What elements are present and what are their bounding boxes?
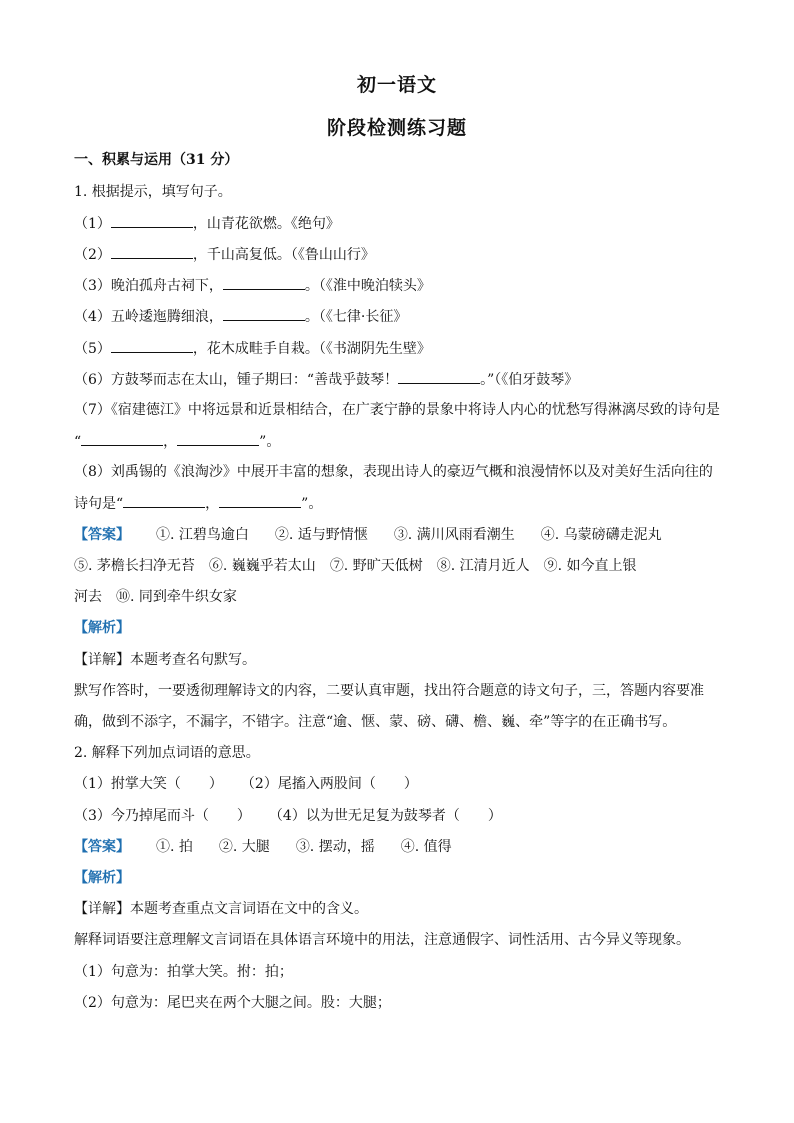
answer-item: ①. 江碧鸟逾白 bbox=[156, 527, 249, 543]
answer-item: ②. 大腿 bbox=[218, 839, 270, 855]
detail-tag: 【详解】 bbox=[74, 652, 130, 668]
q1-item-2 bbox=[74, 244, 734, 265]
close-quote: ”。 bbox=[301, 496, 323, 512]
answer-item: ⑤. 茅檐长扫净无苔 bbox=[74, 558, 195, 574]
answer-item: ②. 适与野情惬 bbox=[274, 527, 368, 543]
answer-blank[interactable] bbox=[223, 306, 305, 321]
q2-item-1: （1）拊掌大笑（ ） bbox=[74, 776, 223, 792]
item-text: 。”（《伯牙鼓琴》 bbox=[480, 372, 579, 388]
item-number: （5） bbox=[74, 341, 111, 357]
item-number: （1） bbox=[74, 216, 111, 232]
question-1-stem: 1. 根据提示，填写句子。 bbox=[74, 184, 232, 200]
answer-item: ⑨. 如今直上银 bbox=[543, 558, 637, 574]
detail-text: 本题考查名句默写。 bbox=[130, 652, 256, 668]
q2-row-2 bbox=[74, 806, 734, 826]
answer-tag: 【答案】 bbox=[74, 527, 130, 543]
answer-blank[interactable] bbox=[123, 493, 205, 508]
q2-item-2: （2）尾搐入两股间（ ） bbox=[240, 776, 418, 792]
section-heading: 一、积累与运用（31 分） bbox=[74, 152, 239, 168]
answer-tag: 【答案】 bbox=[74, 839, 130, 855]
close-quote: ”。 bbox=[259, 434, 281, 450]
answer-blank[interactable] bbox=[111, 213, 193, 228]
q1-item-5 bbox=[74, 338, 734, 359]
answer-item: ⑦. 野旷天低树 bbox=[329, 558, 423, 574]
q1-detail bbox=[74, 650, 734, 670]
detail-tag: 【详解】 bbox=[74, 901, 130, 917]
open-quote: “ bbox=[74, 434, 82, 450]
q1-item-1 bbox=[74, 213, 734, 234]
answer-item: ④. 值得 bbox=[400, 839, 452, 855]
page-subtitle: 阶段检测练习题 bbox=[326, 117, 467, 139]
answer-blank[interactable] bbox=[111, 338, 193, 353]
q2-explain-line1: 解释词语要注意理解文言词语在具体语言环境中的用法，注意通假字、词性活用、古今异义等现象。 bbox=[74, 932, 690, 948]
item-text: ，花木成畦手自栽。（《书湖阴先生壁》 bbox=[192, 341, 431, 357]
answer-blank[interactable] bbox=[177, 431, 259, 446]
q1-item-8-line1: （8）刘禹锡的《浪淘沙》中展开丰富的想象，表现出诗人的豪迈气概和浪漫情怀以及对美好生活向往的 bbox=[74, 464, 713, 480]
question-2-stem: 2. 解释下列加点词语的意思。 bbox=[74, 745, 260, 761]
q1-explain-line2: 确，做到不添字，不漏字，不错字。注意“逾、惬、蒙、磅、礴、檐、巍、牵”等字的在正确书写。 bbox=[74, 714, 677, 730]
q2-analysis-tag: 【解析】 bbox=[74, 870, 130, 886]
q2-item-4: （4）以为世无足复为鼓琴者（ ） bbox=[268, 808, 502, 824]
answer-item: ⑧. 江清月近人 bbox=[436, 558, 530, 574]
answer-item: ①. 拍 bbox=[156, 839, 193, 855]
q1-item-4 bbox=[74, 306, 734, 327]
answer-item: 河去 bbox=[74, 589, 102, 605]
item-text-before: 诗句是“ bbox=[74, 496, 124, 512]
q1-answer-line3 bbox=[74, 587, 734, 607]
item-text: ，山青花欲燃。《绝句》 bbox=[192, 216, 340, 232]
q2-explain-line2: （1）句意为：拍掌大笑。拊：拍； bbox=[74, 964, 293, 980]
q2-detail bbox=[74, 899, 734, 919]
q1-item-7-line2 bbox=[74, 431, 734, 452]
answer-item: ③. 摆动，摇 bbox=[295, 839, 375, 855]
item-text-before: 晚泊孤舟古祠下， bbox=[110, 278, 223, 294]
item-number: （4） bbox=[74, 309, 111, 325]
q1-answer-line1 bbox=[74, 525, 734, 545]
answer-blank[interactable] bbox=[81, 431, 163, 446]
answer-blank[interactable] bbox=[398, 369, 480, 384]
item-text: ，千山高复低。（《鲁山山行》 bbox=[192, 247, 375, 263]
item-number: （3） bbox=[74, 278, 111, 294]
q1-item-3 bbox=[74, 275, 734, 296]
item-number: （6） bbox=[74, 372, 111, 388]
comma: ， bbox=[163, 434, 178, 450]
item-text: 。（《淮中晚泊犊头》 bbox=[304, 278, 431, 294]
item-text-before: 五岭逶迤腾细浪， bbox=[110, 309, 223, 325]
answer-blank[interactable] bbox=[219, 493, 301, 508]
item-number: （2） bbox=[74, 247, 111, 263]
answer-item: ④. 乌蒙磅礴走泥丸 bbox=[540, 527, 662, 543]
q1-item-7-line1: （7）《宿建德江》中将远景和近景相结合，在广袤宁静的景象中将诗人内心的忧愁写得淋漓尽致的诗句是 bbox=[74, 402, 720, 418]
answer-blank[interactable] bbox=[223, 275, 305, 290]
q1-answer-line2 bbox=[74, 556, 734, 576]
answer-item: ⑩. 同到牵牛织女家 bbox=[116, 589, 237, 605]
q2-row-1 bbox=[74, 774, 734, 794]
comma: ， bbox=[205, 496, 220, 512]
detail-text: 本题考查重点文言词语在文中的含义。 bbox=[130, 901, 368, 917]
q2-answer-line bbox=[74, 837, 734, 857]
item-text: 。（《七律·长征》 bbox=[304, 309, 408, 325]
q1-item-6 bbox=[74, 369, 734, 390]
q2-item-3: （3）今乃掉尾而斗（ ） bbox=[74, 808, 251, 824]
item-text-before: 方鼓琴而志在太山，锺子期曰：“善哉乎鼓琴！ bbox=[110, 372, 399, 388]
answer-item: ③. 满川风雨看潮生 bbox=[393, 527, 515, 543]
q1-item-8-line2 bbox=[74, 493, 734, 514]
answer-item: ⑥. 巍巍乎若太山 bbox=[208, 558, 316, 574]
answer-blank[interactable] bbox=[111, 244, 193, 259]
q2-explain-line3: （2）句意为：尾巴夹在两个大腿之间。股：大腿； bbox=[74, 995, 391, 1011]
q1-explain-line1: 默写作答时，一要透彻理解诗文的内容，二要认真审题，找出符合题意的诗文句子，三，答题内容要准 bbox=[74, 683, 704, 699]
q1-analysis-tag: 【解析】 bbox=[74, 620, 130, 636]
page-title: 初一语文 bbox=[356, 74, 437, 96]
